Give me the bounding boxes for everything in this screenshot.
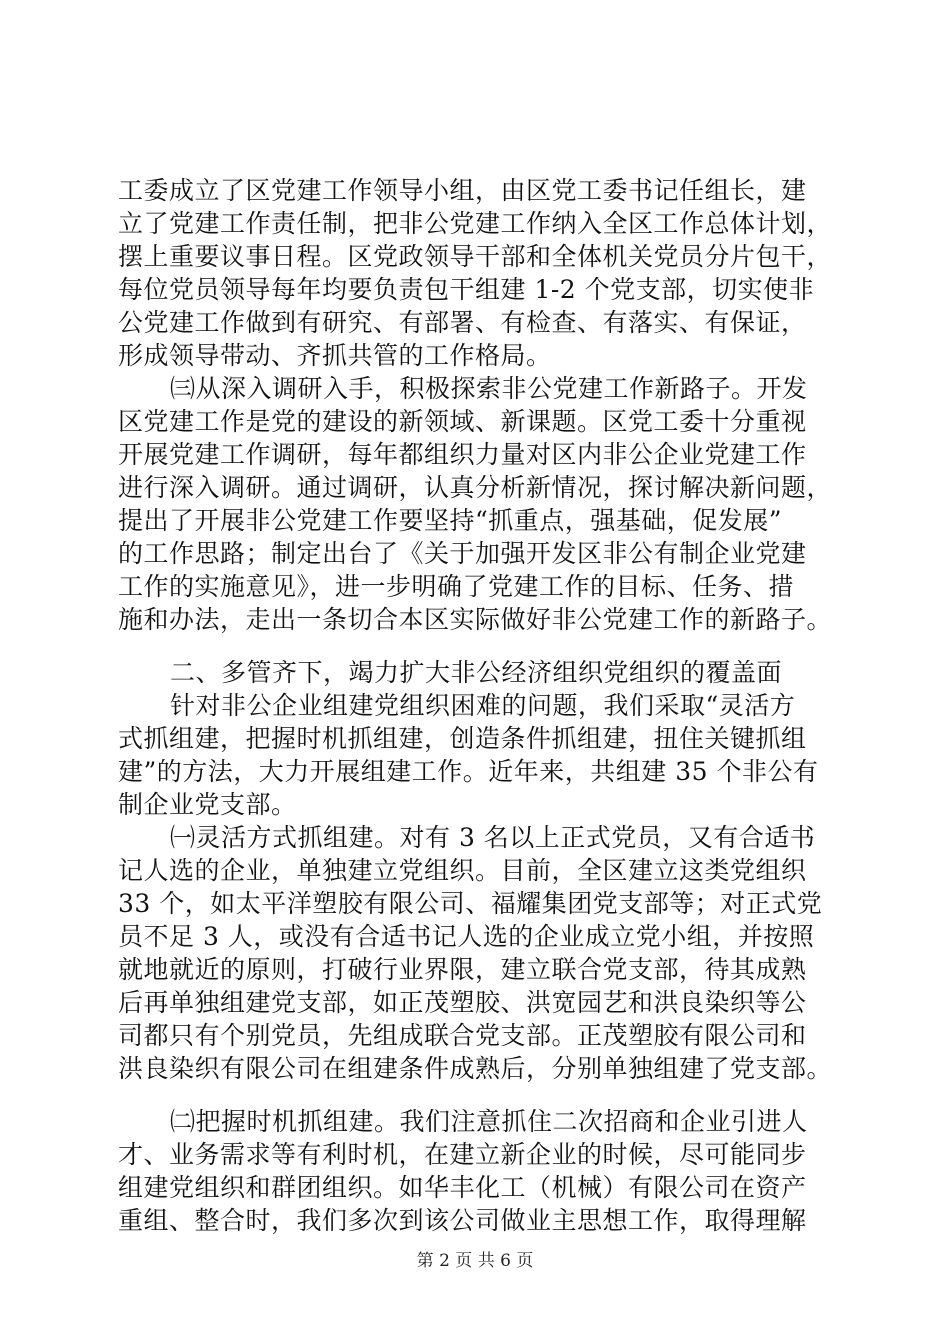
text-line: 工委成立了区党建工作领导小组，由区党工委书记任组长，建 <box>118 176 807 205</box>
paragraph-heading-1: ㈠灵活方式抓组建。对有 3 名以上正式党员，又有合适书 <box>170 823 816 852</box>
text-line: 提出了开展非公党建工作要坚持“抓重点，强基础，促发展” <box>118 506 783 535</box>
section-heading: 二、多管齐下，竭力扩大非公经济组织党组织的覆盖面 <box>170 658 783 687</box>
text-line: 建”的方法，大力开展组建工作。近年来，共组建 35 个非公有 <box>118 757 819 786</box>
text-line: 针对非公企业组建党组织困难的问题，我们采取“灵活方 <box>170 691 796 720</box>
text-line: 才、业务需求等有利时机，在建立新企业的时候，尽可能同步 <box>118 1140 807 1169</box>
text-line: 员不足 3 人，或没有合适书记人选的企业成立党小组，并按照 <box>118 922 815 951</box>
text-line: 进行深入调研。通过调研，认真分析新情况，探讨解决新问题， <box>118 473 833 502</box>
text-line: 的工作思路；制定出台了《关于加强开发区非公有制企业党建 <box>118 539 807 568</box>
page-number-footer: 第 2 页 共 6 页 <box>416 1251 534 1271</box>
text-line: 立了党建工作责任制，把非公党建工作纳入全区工作总体计划， <box>118 209 833 238</box>
text-line: 摆上重要议事日程。区党政领导干部和全体机关党员分片包干， <box>118 242 833 271</box>
text-line: 制企业党支部。 <box>118 790 297 819</box>
text-line: 组建党组织和群团组织。如华丰化工（机械）有限公司在资产 <box>118 1173 807 1202</box>
text-line: 司都只有个别党员，先组成联合党支部。正茂塑胶有限公司和 <box>118 1021 807 1050</box>
text-line: 33 个，如太平洋塑胶有限公司、福耀集团党支部等；对正式党 <box>118 889 823 918</box>
text-line: 形成领导带动、齐抓共管的工作格局。 <box>118 341 552 370</box>
text-line: 开展党建工作调研，每年都组织力量对区内非公企业党建工作 <box>118 440 807 469</box>
text-line: 式抓组建，把握时机抓组建，创造条件抓组建，扭住关键抓组 <box>118 724 807 753</box>
text-line: 后再单独组建党支部，如正茂塑胶、洪宽园艺和洪良染织等公 <box>118 988 807 1017</box>
text-line: 就地就近的原则，打破行业界限，建立联合党支部，待其成熟 <box>118 955 807 984</box>
text-line: 洪良染织有限公司在组建条件成熟后，分别单独组建了党支部。 <box>118 1054 833 1083</box>
text-line: 每位党员领导每年均要负责包干组建 1-2 个党支部，切实使非 <box>118 275 815 304</box>
text-line: 公党建工作做到有研究、有部署、有检查、有落实、有保证， <box>118 308 807 337</box>
text-line: 区党建工作是党的建设的新领域、新课题。区党工委十分重视 <box>118 407 807 436</box>
text-line: 记人选的企业，单独建立党组织。目前，全区建立这类党组织 <box>118 856 807 885</box>
paragraph-heading-3: ㈢从深入调研入手，积极探索非公党建工作新路子。开发 <box>170 374 808 403</box>
text-line: 工作的实施意见》，进一步明确了党建工作的目标、任务、措 <box>118 572 795 601</box>
text-line: 施和办法，走出一条切合本区实际做好非公党建工作的新路子。 <box>118 605 833 634</box>
paragraph-heading-2: ㈡把握时机抓组建。我们注意抓住二次招商和企业引进人 <box>170 1107 808 1136</box>
text-line: 重组、整合时，我们多次到该公司做业主思想工作，取得理解 <box>118 1206 807 1235</box>
